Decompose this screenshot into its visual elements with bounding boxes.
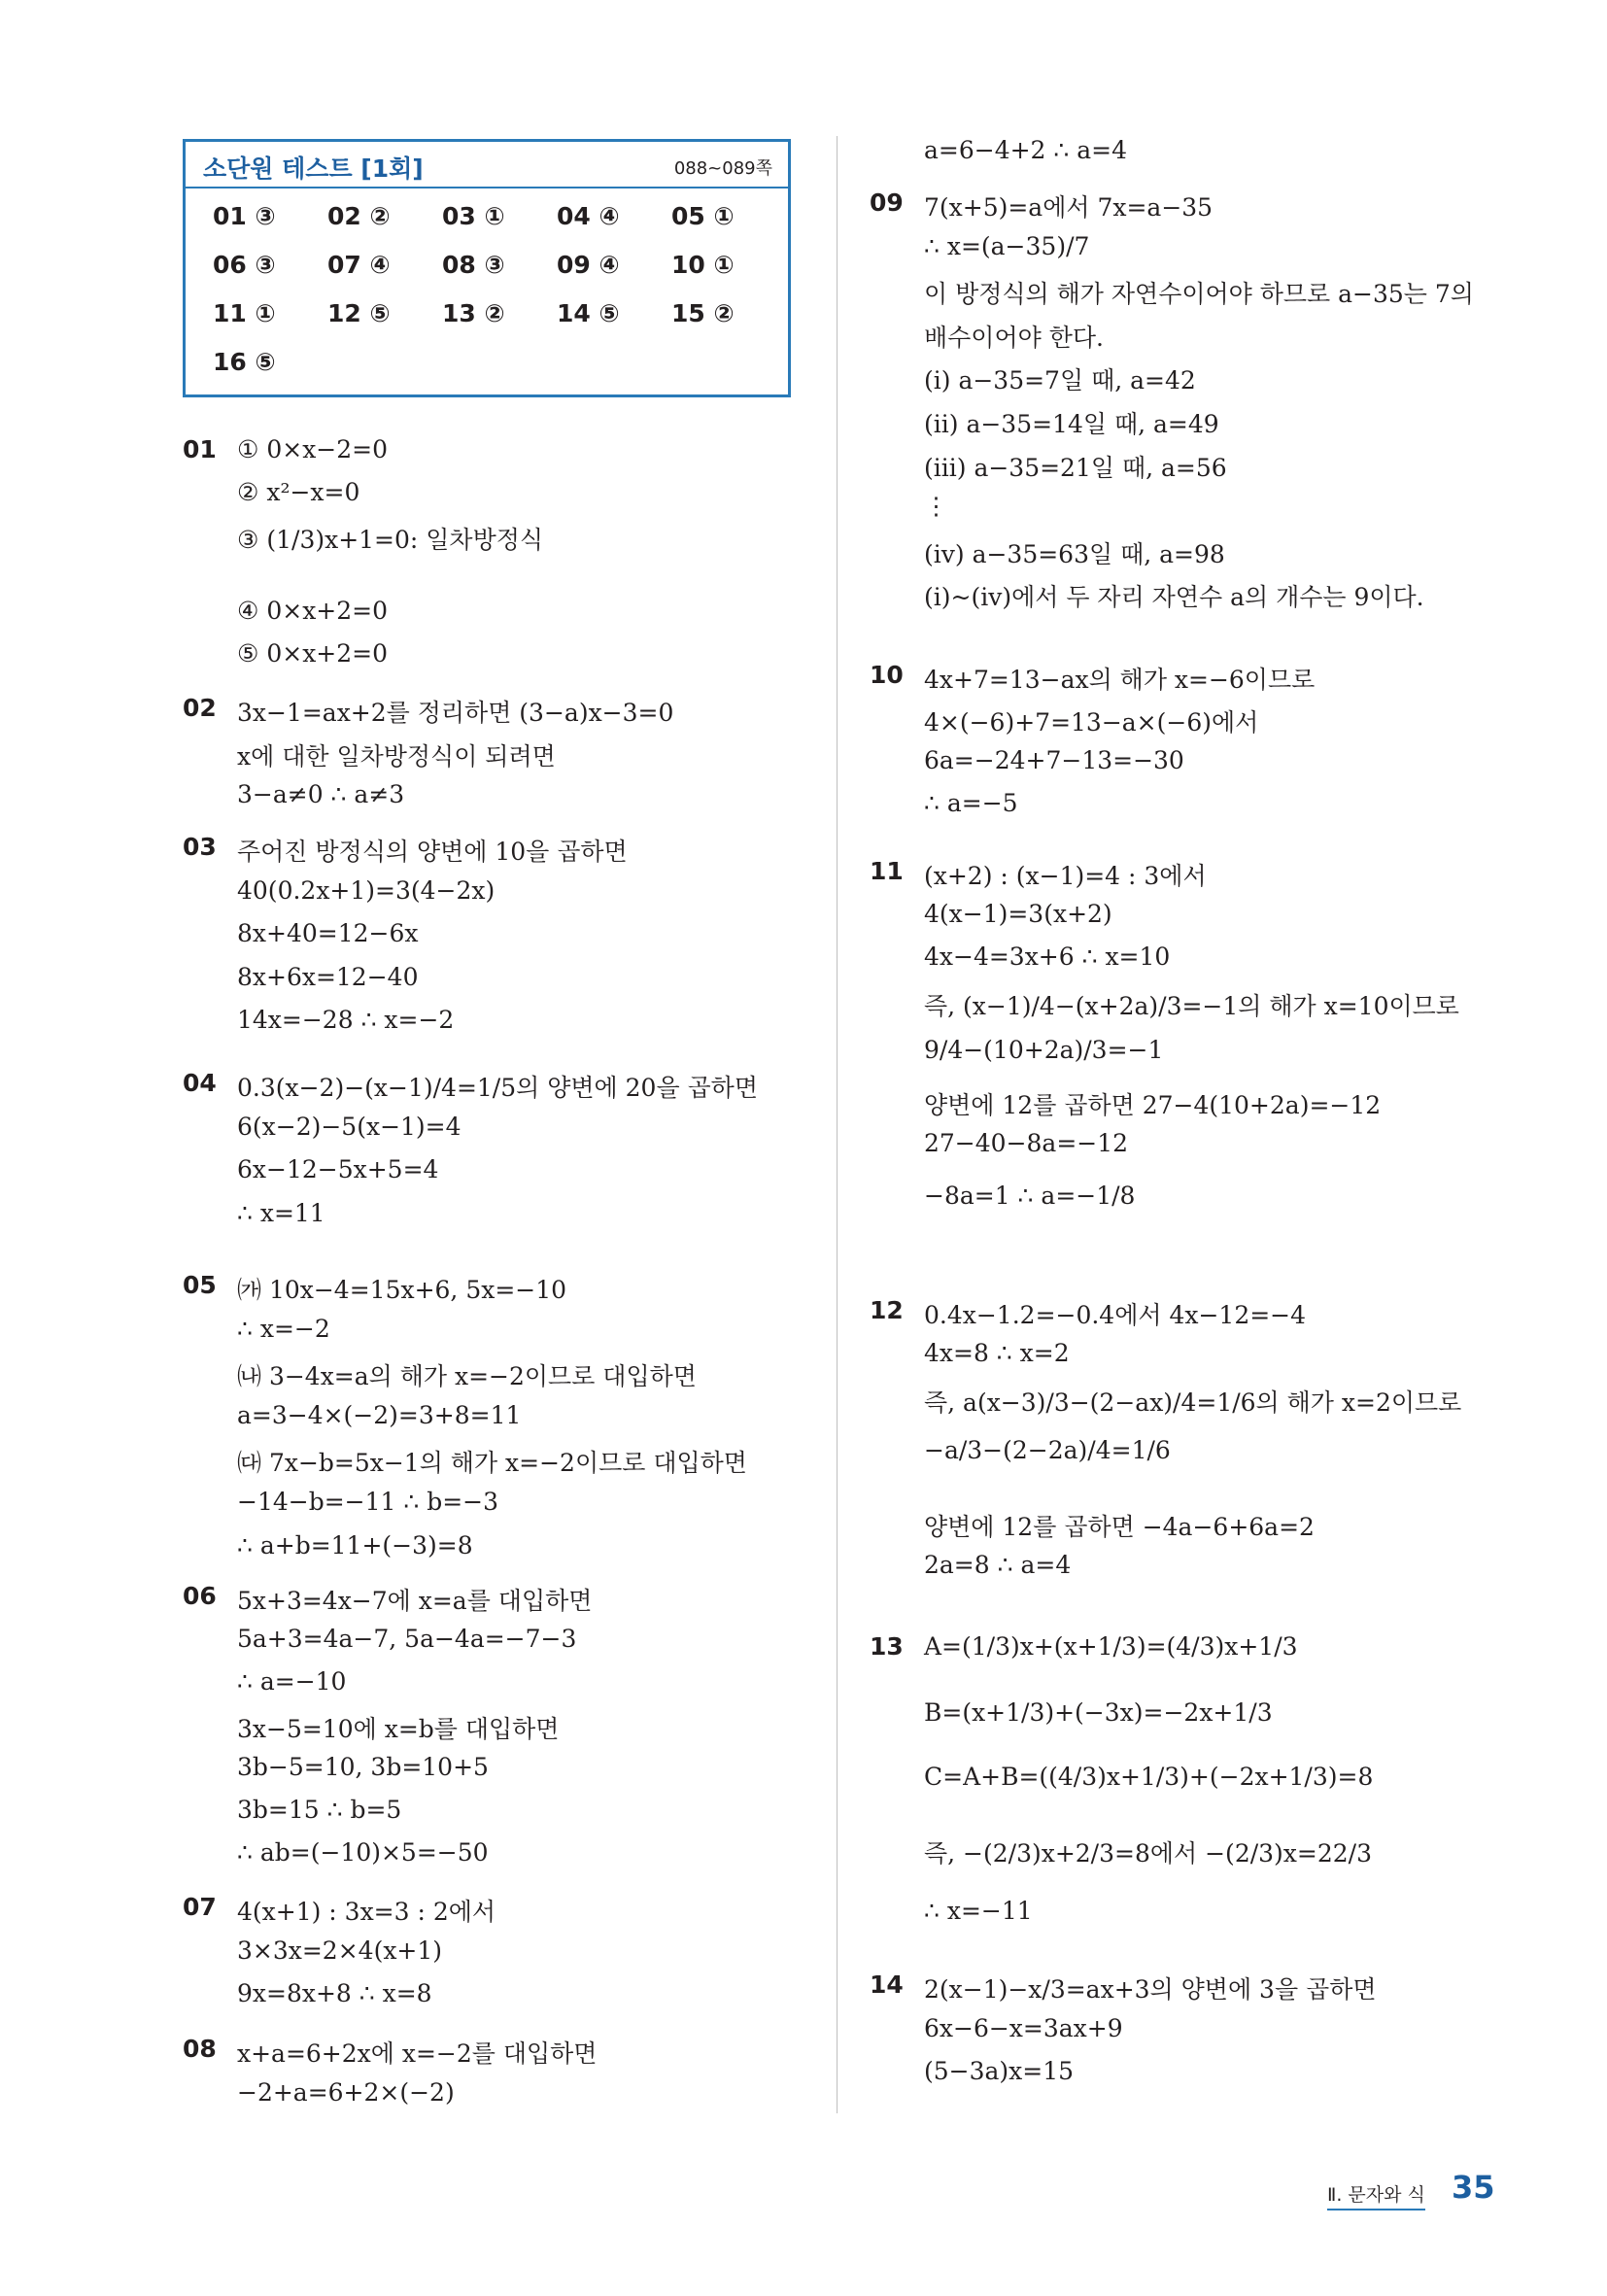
solution-line: 7(x+5)=a에서 7x=a−35	[924, 193, 1214, 222]
answer-item: 01 ③	[213, 202, 276, 230]
solution-line: 이 방정식의 해가 자연수이어야 하므로 a−35는 7의	[924, 280, 1474, 309]
answer-item: 02 ②	[327, 202, 391, 230]
solution-line: ∴ x=(a−35)/7	[924, 231, 1090, 260]
solution-line: 6a=−24+7−13=−30	[924, 746, 1184, 774]
solution-line: 0.4x−1.2=−0.4에서 4x−12=−4	[924, 1301, 1307, 1329]
solution-line: 4×(−6)+7=13−a×(−6)에서	[924, 708, 1259, 737]
solution-line: 즉, a(x−3)/3−(2−ax)/4=1/6의 해가 x=2이므로	[924, 1388, 1462, 1417]
problem-number: 13	[870, 1632, 904, 1661]
solution-line: 9x=8x+8 ∴ x=8	[237, 1979, 432, 2008]
solution-line: ㈎ 10x−4=15x+6, 5x=−10	[237, 1276, 567, 1304]
problem-number: 03	[183, 833, 217, 861]
solution-line: 3b−5=10, 3b=10+5	[237, 1753, 489, 1781]
solution-line: 3b=15 ∴ b=5	[237, 1796, 402, 1824]
solution-line: (ⅰ) a−35=7일 때, a=42	[924, 366, 1196, 395]
solution-line: 양변에 12를 곱하면 −4a−6+6a=2	[924, 1513, 1315, 1541]
solution-line: x에 대한 일차방정식이 되려면	[237, 741, 556, 771]
solution-line: ∴ x=−2	[237, 1314, 330, 1343]
solution-line: ㈏ 3−4x=a의 해가 x=−2이므로 대입하면	[237, 1362, 697, 1391]
solution-line: 4(x+1) : 3x=3 : 2에서	[237, 1898, 496, 1926]
answer-item: 16 ⑤	[213, 348, 276, 376]
problem-number: 12	[870, 1296, 904, 1324]
solution-line: 4(x−1)=3(x+2)	[924, 900, 1112, 928]
problem-number: 01	[183, 435, 217, 463]
problem-number: 07	[183, 1893, 217, 1921]
answer-item: 09 ④	[557, 251, 620, 279]
problem-number: 02	[183, 694, 217, 722]
solution-line: 4x+7=13−ax의 해가 x=−6이므로	[924, 666, 1316, 694]
footer-page-number: 35	[1452, 2169, 1495, 2206]
problem-number: 08	[183, 2035, 217, 2063]
solution-line: C=A+B=((4/3)x+1/3)+(−2x+1/3)=8	[924, 1763, 1374, 1791]
answer-item: 08 ③	[442, 251, 505, 279]
solution-line: (5−3a)x=15	[924, 2057, 1075, 2086]
solution-line: 3x−1=ax+2를 정리하면 (3−a)x−3=0	[237, 699, 674, 727]
solution-line: 0.3(x−2)−(x−1)/4=1/5의 양변에 20을 곱하면	[237, 1074, 758, 1102]
solution-line: ∴ a=−10	[237, 1667, 347, 1696]
solution-line: ⑤ 0×x+2=0	[237, 639, 389, 668]
solution-line: 9/4−(10+2a)/3=−1	[924, 1036, 1164, 1064]
footer-chapter: Ⅱ. 문자와 식	[1327, 2180, 1425, 2210]
solution-line: −14−b=−11 ∴ b=−3	[237, 1488, 499, 1516]
solution-line: 40(0.2x+1)=3(4−2x)	[237, 875, 496, 905]
solution-line: 6x−12−5x+5=4	[237, 1155, 439, 1184]
solution-line: 8x+40=12−6x	[237, 919, 419, 948]
solution-line: 2a=8 ∴ a=4	[924, 1551, 1072, 1579]
solution-line: ① 0×x−2=0	[237, 435, 389, 463]
problem-number: 05	[183, 1271, 217, 1299]
solution-line: 8x+6x=12−40	[237, 962, 419, 991]
solution-line: ② x²−x=0	[237, 478, 360, 506]
solution-line: 4x−4=3x+6 ∴ x=10	[924, 942, 1171, 971]
solution-line: ∴ a=−5	[924, 789, 1018, 817]
solution-line: 즉, −(2/3)x+2/3=8에서 −(2/3)x=22/3	[924, 1839, 1372, 1868]
solution-line: ∴ x=11	[237, 1198, 325, 1227]
solution-line: 5a+3=4a−7, 5a−4a=−7−3	[237, 1625, 577, 1653]
column-divider	[837, 136, 838, 2113]
answer-box-header	[186, 142, 788, 188]
solution-line: B=(x+1/3)+(−3x)=−2x+1/3	[924, 1698, 1273, 1727]
solution-line: 5x+3=4x−7에 x=a를 대입하면	[237, 1587, 593, 1615]
answer-box	[183, 139, 791, 397]
solution-line: 14x=−28 ∴ x=−2	[237, 1006, 455, 1035]
problem-number: 10	[870, 661, 904, 689]
solution-line: ③ (1/3)x+1=0: 일차방정식	[237, 526, 544, 554]
solution-line: 3−a≠0 ∴ a≠3	[237, 780, 405, 809]
solution-line: (ⅳ) a−35=63일 때, a=98	[924, 539, 1225, 568]
solution-line: −8a=1 ∴ a=−1/8	[924, 1182, 1136, 1210]
solution-line: (ⅰ)~(ⅳ)에서 두 자리 자연수 a의 개수는 9이다.	[924, 583, 1424, 612]
solution-line: x+a=6+2x에 x=−2를 대입하면	[237, 2039, 598, 2068]
solution-line: 주어진 방정식의 양변에 10을 곱하면	[237, 838, 628, 866]
solution-line: a=6−4+2 ∴ a=4	[924, 136, 1128, 164]
answer-item: 12 ⑤	[327, 299, 391, 327]
solution-line: 양변에 12를 곱하면 27−4(10+2a)=−12	[924, 1091, 1382, 1119]
problem-number: 14	[870, 1970, 904, 1999]
solution-line: −2+a=6+2×(−2)	[237, 2077, 455, 2107]
solution-line: 6x−6−x=3ax+9	[924, 2013, 1123, 2042]
solution-line: 3x−5=10에 x=b를 대입하면	[237, 1715, 560, 1743]
solution-line: ∴ x=−11	[924, 1897, 1033, 1925]
solution-line: 2(x−1)−x/3=ax+3의 양변에 3을 곱하면	[924, 1975, 1377, 2004]
answer-item: 14 ⑤	[557, 299, 620, 327]
answer-item: 07 ④	[327, 251, 391, 279]
solution-line: 6(x−2)−5(x−1)=4	[237, 1112, 462, 1141]
answer-item: 04 ④	[557, 202, 620, 230]
solution-line: ∴ a+b=11+(−3)=8	[237, 1530, 473, 1559]
solution-line: a=3−4×(−2)=3+8=11	[237, 1400, 522, 1429]
answer-item: 13 ②	[442, 299, 505, 327]
problem-number: 04	[183, 1069, 217, 1097]
solution-line: 즉, (x−1)/4−(x+2a)/3=−1의 해가 x=10이므로	[924, 992, 1459, 1020]
solution-line: 27−40−8a=−12	[924, 1129, 1129, 1157]
answer-item: 06 ③	[213, 251, 276, 279]
solution-line: ㈐ 7x−b=5x−1의 해가 x=−2이므로 대입하면	[237, 1449, 747, 1478]
solution-line: −a/3−(2−2a)/4=1/6	[924, 1436, 1171, 1464]
answer-item: 15 ②	[671, 299, 735, 327]
problem-number: 11	[870, 857, 904, 885]
answer-item: 11 ①	[213, 299, 276, 327]
problem-number: 09	[870, 188, 904, 217]
answer-box-pages: 088~089쪽	[673, 158, 772, 179]
solution-line: A=(1/3)x+(x+1/3)=(4/3)x+1/3	[924, 1632, 1298, 1661]
solution-line: 3×3x=2×4(x+1)	[237, 1936, 443, 1965]
answer-box-title: 소단원 테스트 [1회]	[203, 154, 424, 183]
solution-line: ⋮	[924, 492, 948, 521]
solution-line: (ⅱ) a−35=14일 때, a=49	[924, 410, 1219, 438]
problem-number: 06	[183, 1582, 217, 1610]
solution-line: 4x=8 ∴ x=2	[924, 1339, 1070, 1367]
answer-item: 05 ①	[671, 202, 735, 230]
solution-line: ∴ ab=(−10)×5=−50	[237, 1838, 489, 1867]
answer-item: 10 ①	[671, 251, 735, 279]
answer-item: 03 ①	[442, 202, 505, 230]
solution-line: 배수이어야 한다.	[924, 323, 1104, 352]
solution-line: (ⅲ) a−35=21일 때, a=56	[924, 453, 1227, 482]
solution-line: (x+2) : (x−1)=4 : 3에서	[924, 862, 1207, 890]
solution-line: ④ 0×x+2=0	[237, 597, 389, 625]
